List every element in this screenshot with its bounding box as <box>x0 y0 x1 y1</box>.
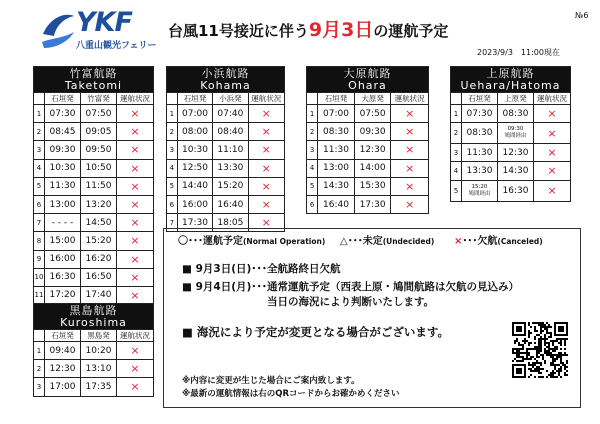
route-table-kohama <box>166 66 285 232</box>
document-number: №6 <box>575 11 589 20</box>
status-cell: × <box>117 105 154 123</box>
qr-code-icon[interactable] <box>512 322 568 378</box>
status-cell: × <box>117 268 154 286</box>
table-row <box>167 195 285 213</box>
status-cell: × <box>248 105 284 123</box>
route-name-ja: 上原航路 <box>486 66 535 80</box>
canceled-symbol: × <box>454 236 463 247</box>
departure-time: 11:30 <box>462 144 498 162</box>
departure-time: 15:20 鳩間経由 <box>462 180 498 201</box>
status-cell: × <box>534 180 571 201</box>
table-row <box>167 141 285 159</box>
route-title <box>451 67 571 93</box>
row-number: 2 <box>167 123 178 141</box>
table-row <box>34 214 154 232</box>
table-row <box>34 268 154 286</box>
departure-time: 07:00 <box>177 105 212 123</box>
departure-time: 16:00 <box>45 250 81 268</box>
status-cell: × <box>391 195 429 213</box>
column-header: 石垣発 <box>45 330 81 342</box>
status-cell: × <box>534 105 571 123</box>
table-row <box>34 360 154 378</box>
table-row <box>451 144 571 162</box>
row-number: 1 <box>167 105 178 123</box>
row-number: 3 <box>167 141 178 159</box>
column-header: 運航状況 <box>534 93 571 105</box>
row-number: 5 <box>34 177 45 195</box>
departure-time: 16:30 <box>45 268 81 286</box>
status-cell: × <box>248 195 284 213</box>
table-row <box>167 123 285 141</box>
column-header: 黒島発 <box>81 330 117 342</box>
row-number: 5 <box>167 177 178 195</box>
row-number: 1 <box>34 105 45 123</box>
status-cell: × <box>391 105 429 123</box>
route-name-en: Ohara <box>348 78 387 92</box>
status-cell: × <box>117 232 154 250</box>
header-index <box>307 93 318 105</box>
row-number: 6 <box>307 195 318 213</box>
header-index <box>167 93 178 105</box>
departure-time: 16:00 <box>177 195 212 213</box>
departure-time: 11:30 <box>45 177 81 195</box>
column-header: 石垣発 <box>45 93 81 105</box>
table-row <box>34 195 154 213</box>
departure-time: 17:20 <box>45 286 81 304</box>
table-row <box>34 286 154 304</box>
table-row <box>307 159 429 177</box>
route-title <box>307 67 429 93</box>
departure-time: 08:30 <box>462 123 498 144</box>
return-time: 15:20 <box>213 177 248 195</box>
status-cell: × <box>248 141 284 159</box>
row-number: 3 <box>34 141 45 159</box>
column-header: 上原発 <box>498 93 534 105</box>
departure-time: 14:40 <box>177 177 212 195</box>
return-time: 13:10 <box>81 360 117 378</box>
table-row <box>34 378 154 396</box>
return-time: 16:30 <box>498 180 534 201</box>
return-time: 07:50 <box>354 105 391 123</box>
status-cell: × <box>117 214 154 232</box>
route-name-ja: 竹富航路 <box>69 66 118 80</box>
departure-time: 10:30 <box>45 159 81 177</box>
departure-time: 07:30 <box>462 105 498 123</box>
status-cell: × <box>534 162 571 180</box>
title-date: 9月3日 <box>308 19 374 41</box>
row-number: 2 <box>34 123 45 141</box>
row-number: 5 <box>307 177 318 195</box>
table-row <box>451 105 571 123</box>
departure-time: 08:45 <box>45 123 81 141</box>
return-time: 07:40 <box>213 105 248 123</box>
route-table-kuroshima <box>33 303 154 397</box>
header-index <box>34 330 45 342</box>
row-number: 4 <box>167 159 178 177</box>
route-name-ja: 大原航路 <box>343 66 392 80</box>
legend-undecided <box>340 232 434 247</box>
notice-sep3: ■ 9月3日(日)･･･全航路終日欠航 <box>182 263 341 275</box>
column-header: 石垣発 <box>462 93 498 105</box>
legend-canceled <box>454 232 543 247</box>
row-number: 6 <box>167 195 178 213</box>
footnote-change: ※内容に変更が生じた場合にご案内致します。 <box>182 376 360 386</box>
row-number: 7 <box>167 214 178 232</box>
return-time: 09:30 鳩間経由 <box>498 123 534 144</box>
row-number: 6 <box>34 195 45 213</box>
status-cell: × <box>534 123 571 144</box>
row-number: 10 <box>34 268 45 286</box>
departure-time: 10:30 <box>177 141 212 159</box>
column-header: 大原発 <box>354 93 391 105</box>
column-header: 小浜発 <box>213 93 248 105</box>
status-cell: × <box>391 177 429 195</box>
column-header: 運航状況 <box>117 93 154 105</box>
row-number: 8 <box>34 232 45 250</box>
departure-time: 13:00 <box>45 195 81 213</box>
column-header: 運航状況 <box>248 93 284 105</box>
table-row <box>307 123 429 141</box>
row-number: 4 <box>307 159 318 177</box>
departure-time: 14:30 <box>318 177 355 195</box>
departure-time: 15:00 <box>45 232 81 250</box>
table-row <box>34 159 154 177</box>
departure-time: 16:40 <box>318 195 355 213</box>
table-row <box>34 177 154 195</box>
title-before: 台風11号接近に伴う <box>168 22 309 40</box>
route-name-en: Uehara/Hatoma <box>460 78 561 92</box>
row-number: 2 <box>451 123 462 144</box>
table-row <box>34 232 154 250</box>
row-number: 4 <box>451 162 462 180</box>
status-legend <box>178 232 578 246</box>
departure-time: 12:30 <box>45 360 81 378</box>
logo-text: YKF <box>76 7 132 38</box>
table-row <box>167 105 285 123</box>
status-cell: × <box>391 123 429 141</box>
table-row <box>307 177 429 195</box>
table-row <box>34 342 154 360</box>
table-row <box>34 123 154 141</box>
status-cell: × <box>248 159 284 177</box>
legend-normal <box>178 232 325 247</box>
status-cell: × <box>117 250 154 268</box>
return-time: 16:20 <box>81 250 117 268</box>
status-cell: × <box>117 195 154 213</box>
return-time: 12:30 <box>354 141 391 159</box>
header-index <box>34 93 45 105</box>
return-time: 12:30 <box>498 144 534 162</box>
departure-time: 11:30 <box>318 141 355 159</box>
departure-time: - - - - <box>45 214 81 232</box>
row-number: 5 <box>451 180 462 201</box>
status-cell: × <box>248 214 284 232</box>
as-of-timestamp: 2023/9/3 11:00現在 <box>477 48 560 57</box>
return-time: 10:20 <box>81 342 117 360</box>
table-row <box>307 195 429 213</box>
status-cell: × <box>534 144 571 162</box>
table-row <box>34 105 154 123</box>
notice-sep4: ■ 9月4日(月)･･･通常運航予定（西表上原・鳩間航路は欠航の見込み） <box>182 281 520 293</box>
return-time: 13:30 <box>213 159 248 177</box>
normal-symbol: 〇 <box>178 236 188 247</box>
status-cell: × <box>248 123 284 141</box>
title-after: の運航予定 <box>373 22 449 40</box>
row-number: 11 <box>34 286 45 304</box>
undecided-en: (Undecided) <box>382 237 435 246</box>
row-number: 2 <box>34 360 45 378</box>
normal-en: (Normal Operation) <box>243 237 326 246</box>
return-time: 11:10 <box>213 141 248 159</box>
return-time: 16:40 <box>213 195 248 213</box>
status-cell: × <box>117 286 154 304</box>
undecided-label: ･･･未定 <box>347 236 383 247</box>
column-header: 運航状況 <box>391 93 429 105</box>
route-name-ja: 黒島航路 <box>69 303 118 317</box>
return-time: 14:00 <box>354 159 391 177</box>
row-number: 1 <box>451 105 462 123</box>
departure-time: 13:00 <box>318 159 355 177</box>
table-row <box>451 162 571 180</box>
route-title <box>34 67 154 93</box>
route-name-en: Kuroshima <box>60 315 127 329</box>
departure-time: 13:30 <box>462 162 498 180</box>
route-table-uehara <box>450 66 571 202</box>
return-time: 16:50 <box>81 268 117 286</box>
page-title <box>168 20 448 41</box>
column-header: 石垣発 <box>177 93 212 105</box>
return-time: 17:40 <box>81 286 117 304</box>
return-time: 09:50 <box>81 141 117 159</box>
table-row <box>34 141 154 159</box>
return-time: 08:30 <box>498 105 534 123</box>
status-cell: × <box>391 159 429 177</box>
row-number: 9 <box>34 250 45 268</box>
row-number: 3 <box>307 141 318 159</box>
status-cell: × <box>248 177 284 195</box>
status-cell: × <box>117 360 154 378</box>
departure-time: 08:00 <box>177 123 212 141</box>
status-cell: × <box>117 159 154 177</box>
return-time: 17:30 <box>354 195 391 213</box>
table-row <box>167 159 285 177</box>
notice-sep4-note: 当日の海況により判断いたします。 <box>267 296 435 308</box>
departure-time: 08:30 <box>318 123 355 141</box>
status-cell: × <box>117 141 154 159</box>
return-time: 15:20 <box>81 232 117 250</box>
table-row <box>34 250 154 268</box>
undecided-symbol: △ <box>340 236 348 247</box>
status-cell: × <box>391 141 429 159</box>
status-cell: × <box>117 342 154 360</box>
departure-time: 07:30 <box>45 105 81 123</box>
departure-time: 09:30 <box>45 141 81 159</box>
table-row <box>307 141 429 159</box>
return-time: 15:30 <box>354 177 391 195</box>
departure-time: 07:00 <box>318 105 355 123</box>
row-number: 3 <box>34 378 45 396</box>
departure-time: 12:50 <box>177 159 212 177</box>
return-time: 09:05 <box>81 123 117 141</box>
table-row <box>307 105 429 123</box>
return-time: 14:30 <box>498 162 534 180</box>
footnote-qr: ※最新の運航情報は右のQRコードからお確かめください <box>182 389 400 399</box>
route-name-en: Taketomi <box>64 78 123 92</box>
column-header: 竹富発 <box>81 93 117 105</box>
return-time: 09:30 <box>354 123 391 141</box>
table-row <box>451 123 571 144</box>
route-name-en: Kohama <box>200 78 251 92</box>
status-cell: × <box>117 177 154 195</box>
status-cell: × <box>117 378 154 396</box>
notice-change: ■ 海況により予定が変更となる場合がございます。 <box>182 325 449 339</box>
route-name-ja: 小浜航路 <box>201 66 250 80</box>
row-number: 3 <box>451 144 462 162</box>
status-cell: × <box>117 123 154 141</box>
return-time: 18:05 <box>213 214 248 232</box>
row-number: 7 <box>34 214 45 232</box>
route-title <box>34 304 154 330</box>
header-index <box>451 93 462 105</box>
table-row <box>451 180 571 201</box>
row-number: 1 <box>34 342 45 360</box>
departure-time: 09:40 <box>45 342 81 360</box>
canceled-en: (Canceled) <box>497 237 543 246</box>
normal-label: ･･･運航予定 <box>188 236 243 247</box>
return-time: 14:50 <box>81 214 117 232</box>
row-number: 2 <box>307 123 318 141</box>
logo-subtitle: 八重山観光フェリー <box>76 41 157 51</box>
departure-time: 17:00 <box>45 378 81 396</box>
route-title <box>167 67 285 93</box>
route-table-taketomi <box>33 66 154 305</box>
column-header: 運航状況 <box>117 330 154 342</box>
departure-time: 17:30 <box>177 214 212 232</box>
return-time: 07:50 <box>81 105 117 123</box>
column-header: 石垣発 <box>318 93 355 105</box>
return-time: 13:20 <box>81 195 117 213</box>
route-table-ohara <box>306 66 429 214</box>
row-number: 1 <box>307 105 318 123</box>
return-time: 10:50 <box>81 159 117 177</box>
table-row <box>167 177 285 195</box>
canceled-label: ･･･欠航 <box>462 236 498 247</box>
return-time: 17:35 <box>81 378 117 396</box>
return-time: 08:40 <box>213 123 248 141</box>
return-time: 11:50 <box>81 177 117 195</box>
row-number: 4 <box>34 159 45 177</box>
